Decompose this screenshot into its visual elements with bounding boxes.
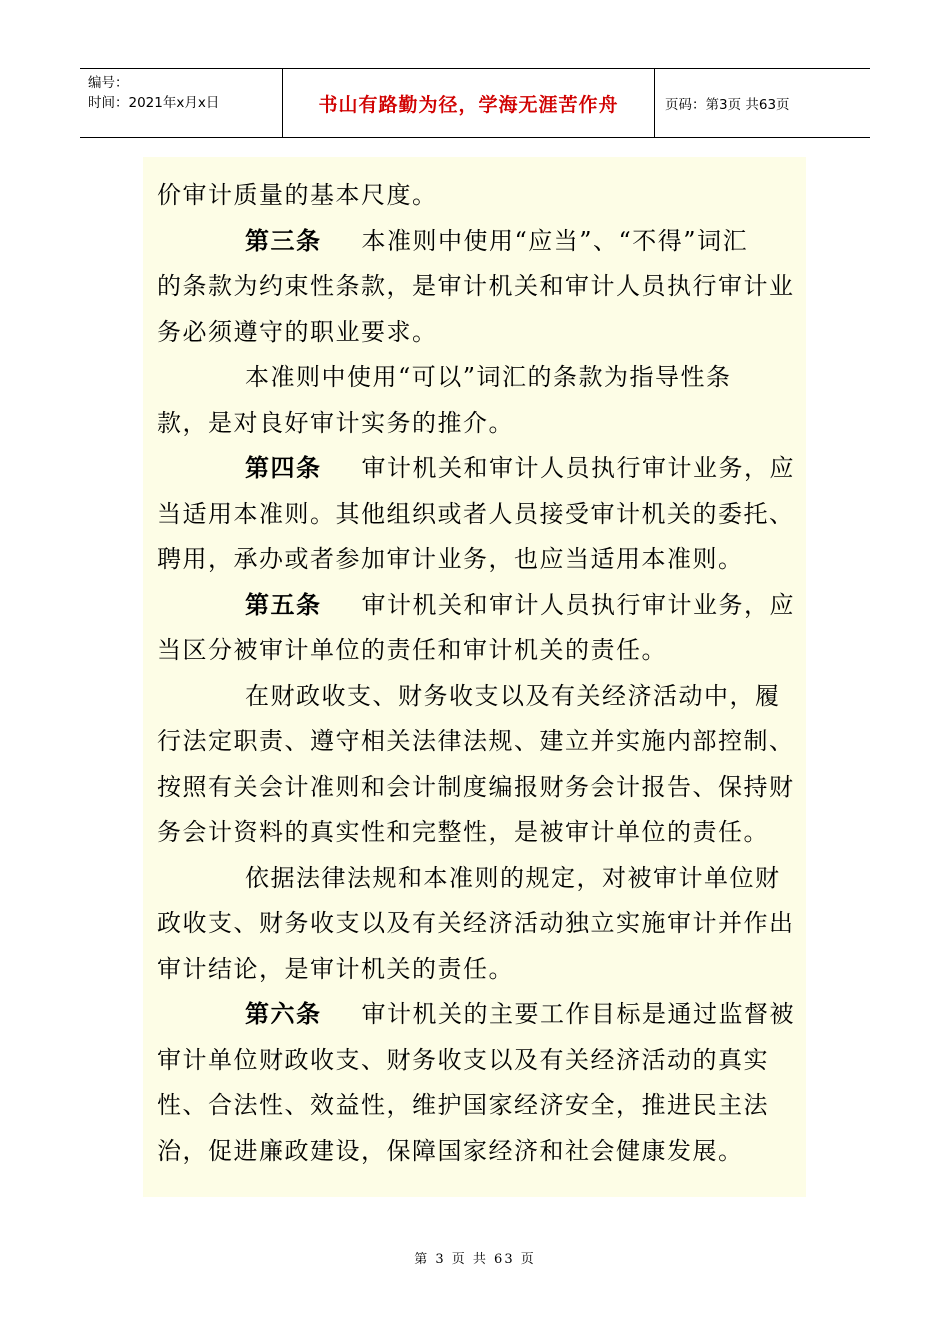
text-line: 政收支、财务收支以及有关经济活动独立实施审计并作出 (157, 909, 795, 937)
text-line: 价审计质量的基本尺度。 (157, 181, 438, 209)
text-line: 当区分被审计单位的责任和审计机关的责任。 (157, 636, 667, 664)
header-slogan: 书山有路勤为径，学海无涯苦作舟 (283, 69, 655, 137)
text-line: 审计结论，是审计机关的责任。 (157, 954, 514, 983)
text-line: 本准则中使用“应当”、“不得”词汇 (361, 226, 749, 255)
article-3-title: 第三条 (245, 226, 322, 255)
text-line: 治，促进廉政建设，保障国家经济和社会健康发展。 (157, 1136, 744, 1165)
text-line: 审计单位财政收支、财务收支以及有关经济活动的真实 (157, 1045, 769, 1074)
text-line: 行法定职责、遵守相关法律法规、建立并实施内部控制、 (157, 727, 795, 755)
text-line: 当适用本准则。其他组织或者人员接受审计机关的委托、 (157, 499, 795, 528)
article-5-title: 第五条 (245, 590, 322, 619)
text-line: 款，是对良好审计实务的推介。 (157, 408, 514, 437)
article-6-title: 第六条 (245, 1000, 322, 1028)
text-line: 性、合法性、效益性，维护国家经济安全，推进民主法 (157, 1091, 769, 1119)
text-line: 聘用，承办或者参加审计业务，也应当适用本准则。 (157, 545, 744, 573)
page-footer: 第 3 页 共 63 页 (414, 1252, 536, 1267)
text-line: 审计机关和审计人员执行审计业务，应 (361, 590, 795, 619)
page-header (80, 68, 870, 138)
article-4-line (157, 446, 797, 492)
article-3-line (157, 219, 797, 265)
text-line: 按照有关会计准则和会计制度编报财务会计报告、保持财 (157, 772, 795, 801)
text-line: 务必须遵守的职业要求。 (157, 317, 438, 346)
text-line: 在财政收支、财务收支以及有关经济活动中，履 (245, 681, 781, 710)
article-6-line (157, 992, 797, 1038)
text-line: 审计机关和审计人员执行审计业务，应 (361, 454, 795, 482)
text-line: 本准则中使用“可以”词汇的条款为指导性条 (245, 363, 732, 391)
article-4-title: 第四条 (245, 454, 322, 482)
article-5-line (157, 583, 797, 629)
time-label: 时间：2021年x月x日 (88, 95, 220, 111)
header-page-label: 页码：第3页 共63页 (665, 97, 790, 113)
text-line: 务会计资料的真实性和完整性，是被审计单位的责任。 (157, 818, 769, 846)
text-line: 审计机关的主要工作目标是通过监督被 (361, 1000, 795, 1028)
text-line: 的条款为约束性条款，是审计机关和审计人员执行审计业 (157, 272, 795, 300)
number-label: 编号： (88, 75, 129, 91)
body-text (157, 173, 797, 1174)
document-body (143, 157, 806, 1197)
text-line: 依据法律法规和本准则的规定，对被审计单位财 (245, 863, 781, 892)
header-meta (80, 69, 283, 137)
